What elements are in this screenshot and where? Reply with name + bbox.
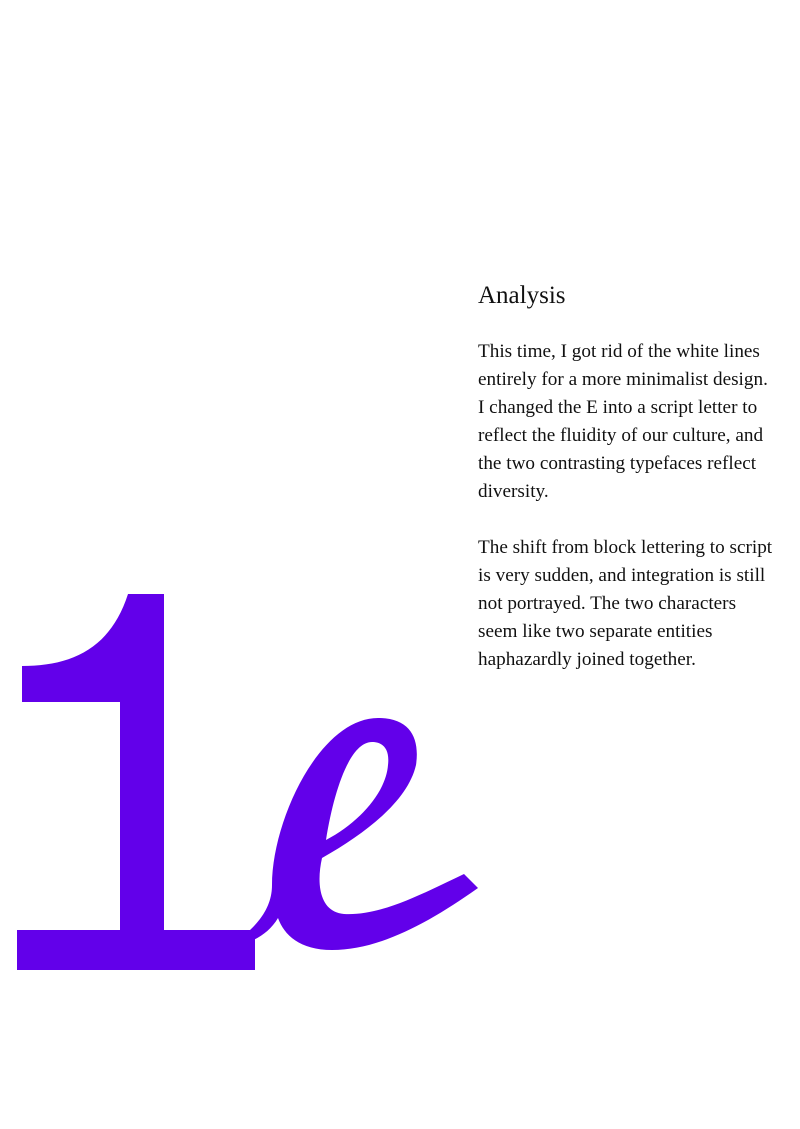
one-e-logo-mark <box>0 580 490 980</box>
analysis-paragraph-2: The shift from block lettering to script is very sudden, and integration is still not portrayed. The two characters seem like two separate entities haphazardly joined together. <box>478 537 773 670</box>
analysis-section <box>478 280 778 702</box>
analysis-heading: Analysis <box>478 282 566 309</box>
script-e-glyph <box>232 718 478 950</box>
block-one-glyph <box>17 594 255 970</box>
analysis-paragraph-1: This time, I got rid of the white lines entirely for a more minimalist design. I changed the E into a script letter to reflect the fluidity of our culture, and the two contrasting typefaces reflect diversity. <box>478 341 768 502</box>
